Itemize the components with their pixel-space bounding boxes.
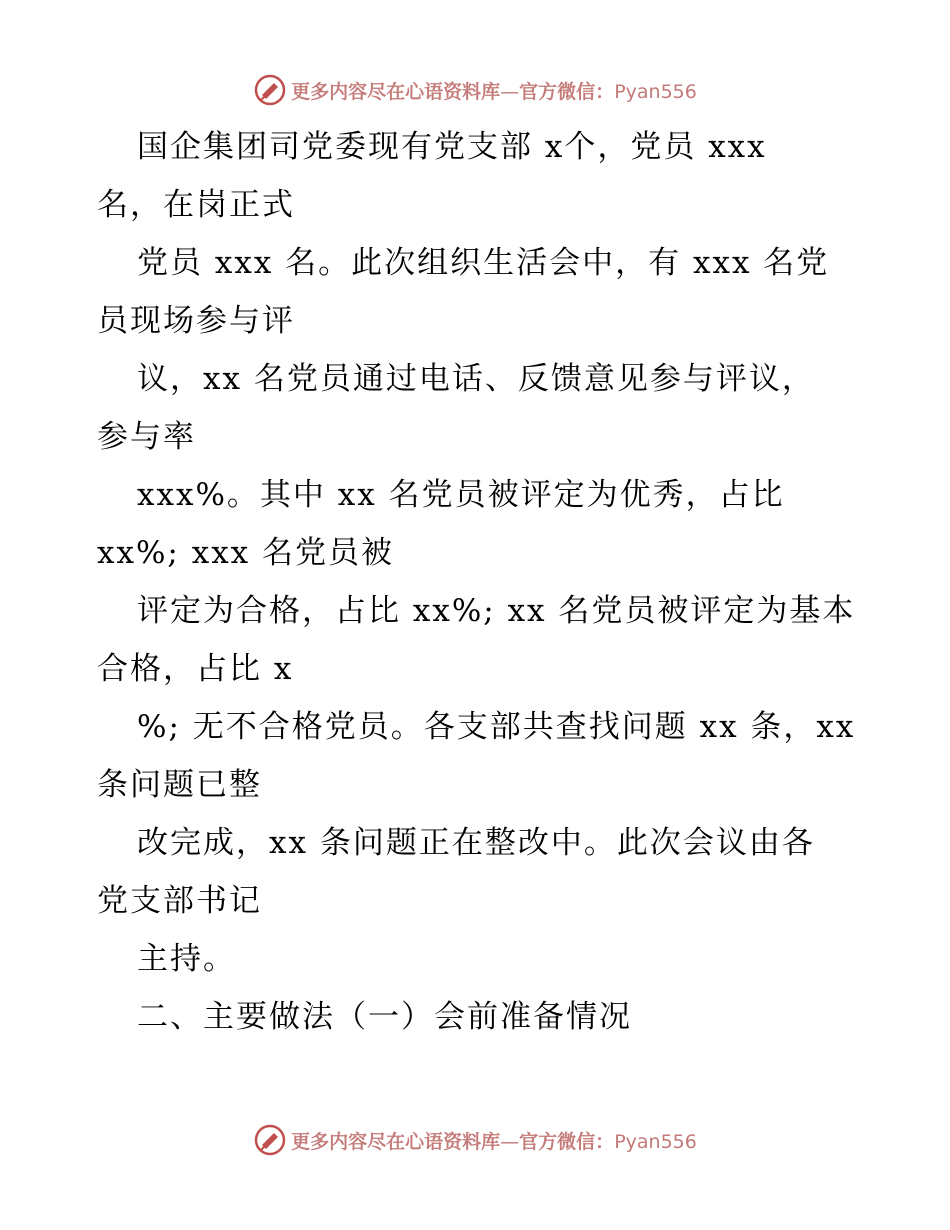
section-heading: 二、主要做法（一）会前准备情况 [137, 999, 632, 1035]
paragraph-line: 合格，占比 x [97, 651, 294, 687]
paragraph-line: 改完成，xx 条问题正在整改中。此次会议由各 [137, 825, 815, 861]
paragraph-line: 国企集团司党委现有党支部 x个，党员 xxx [137, 129, 767, 165]
paragraph-line: xx%; xxx 名党员被 [97, 535, 395, 571]
paragraph-line: 条问题已整 [97, 767, 262, 803]
footer-banner [0, 1120, 950, 1160]
paragraph-line: 参与率 [97, 419, 196, 455]
paragraph-line: 党支部书记 [97, 883, 262, 919]
paragraph-line: xxx%。其中 xx 名党员被评定为优秀，占比 [137, 477, 785, 513]
header-banner-text: 更多内容尽在心语资料库—官方微信：Pyan556 [291, 80, 697, 103]
paragraph-line: 议，xx 名党员通过电话、反馈意见参与评议， [137, 361, 815, 397]
paragraph-line: 评定为合格，占比 xx%; xx 名党员被评定为基本 [137, 593, 856, 629]
seal-logo-icon [253, 1123, 287, 1157]
header-banner [0, 70, 950, 110]
paragraph-line: %; 无不合格党员。各支部共查找问题 xx 条，xx [137, 709, 856, 745]
document-body [97, 118, 887, 1046]
paragraph-line: 员现场参与评 [97, 303, 295, 339]
footer-banner-text: 更多内容尽在心语资料库—官方微信：Pyan556 [291, 1130, 697, 1153]
paragraph-line: 党员 xxx 名。此次组织生活会中，有 xxx 名党 [137, 245, 830, 281]
seal-logo-icon [253, 73, 287, 107]
paragraph-line: 主持。 [137, 941, 236, 977]
paragraph-line: 名，在岗正式 [97, 187, 295, 223]
